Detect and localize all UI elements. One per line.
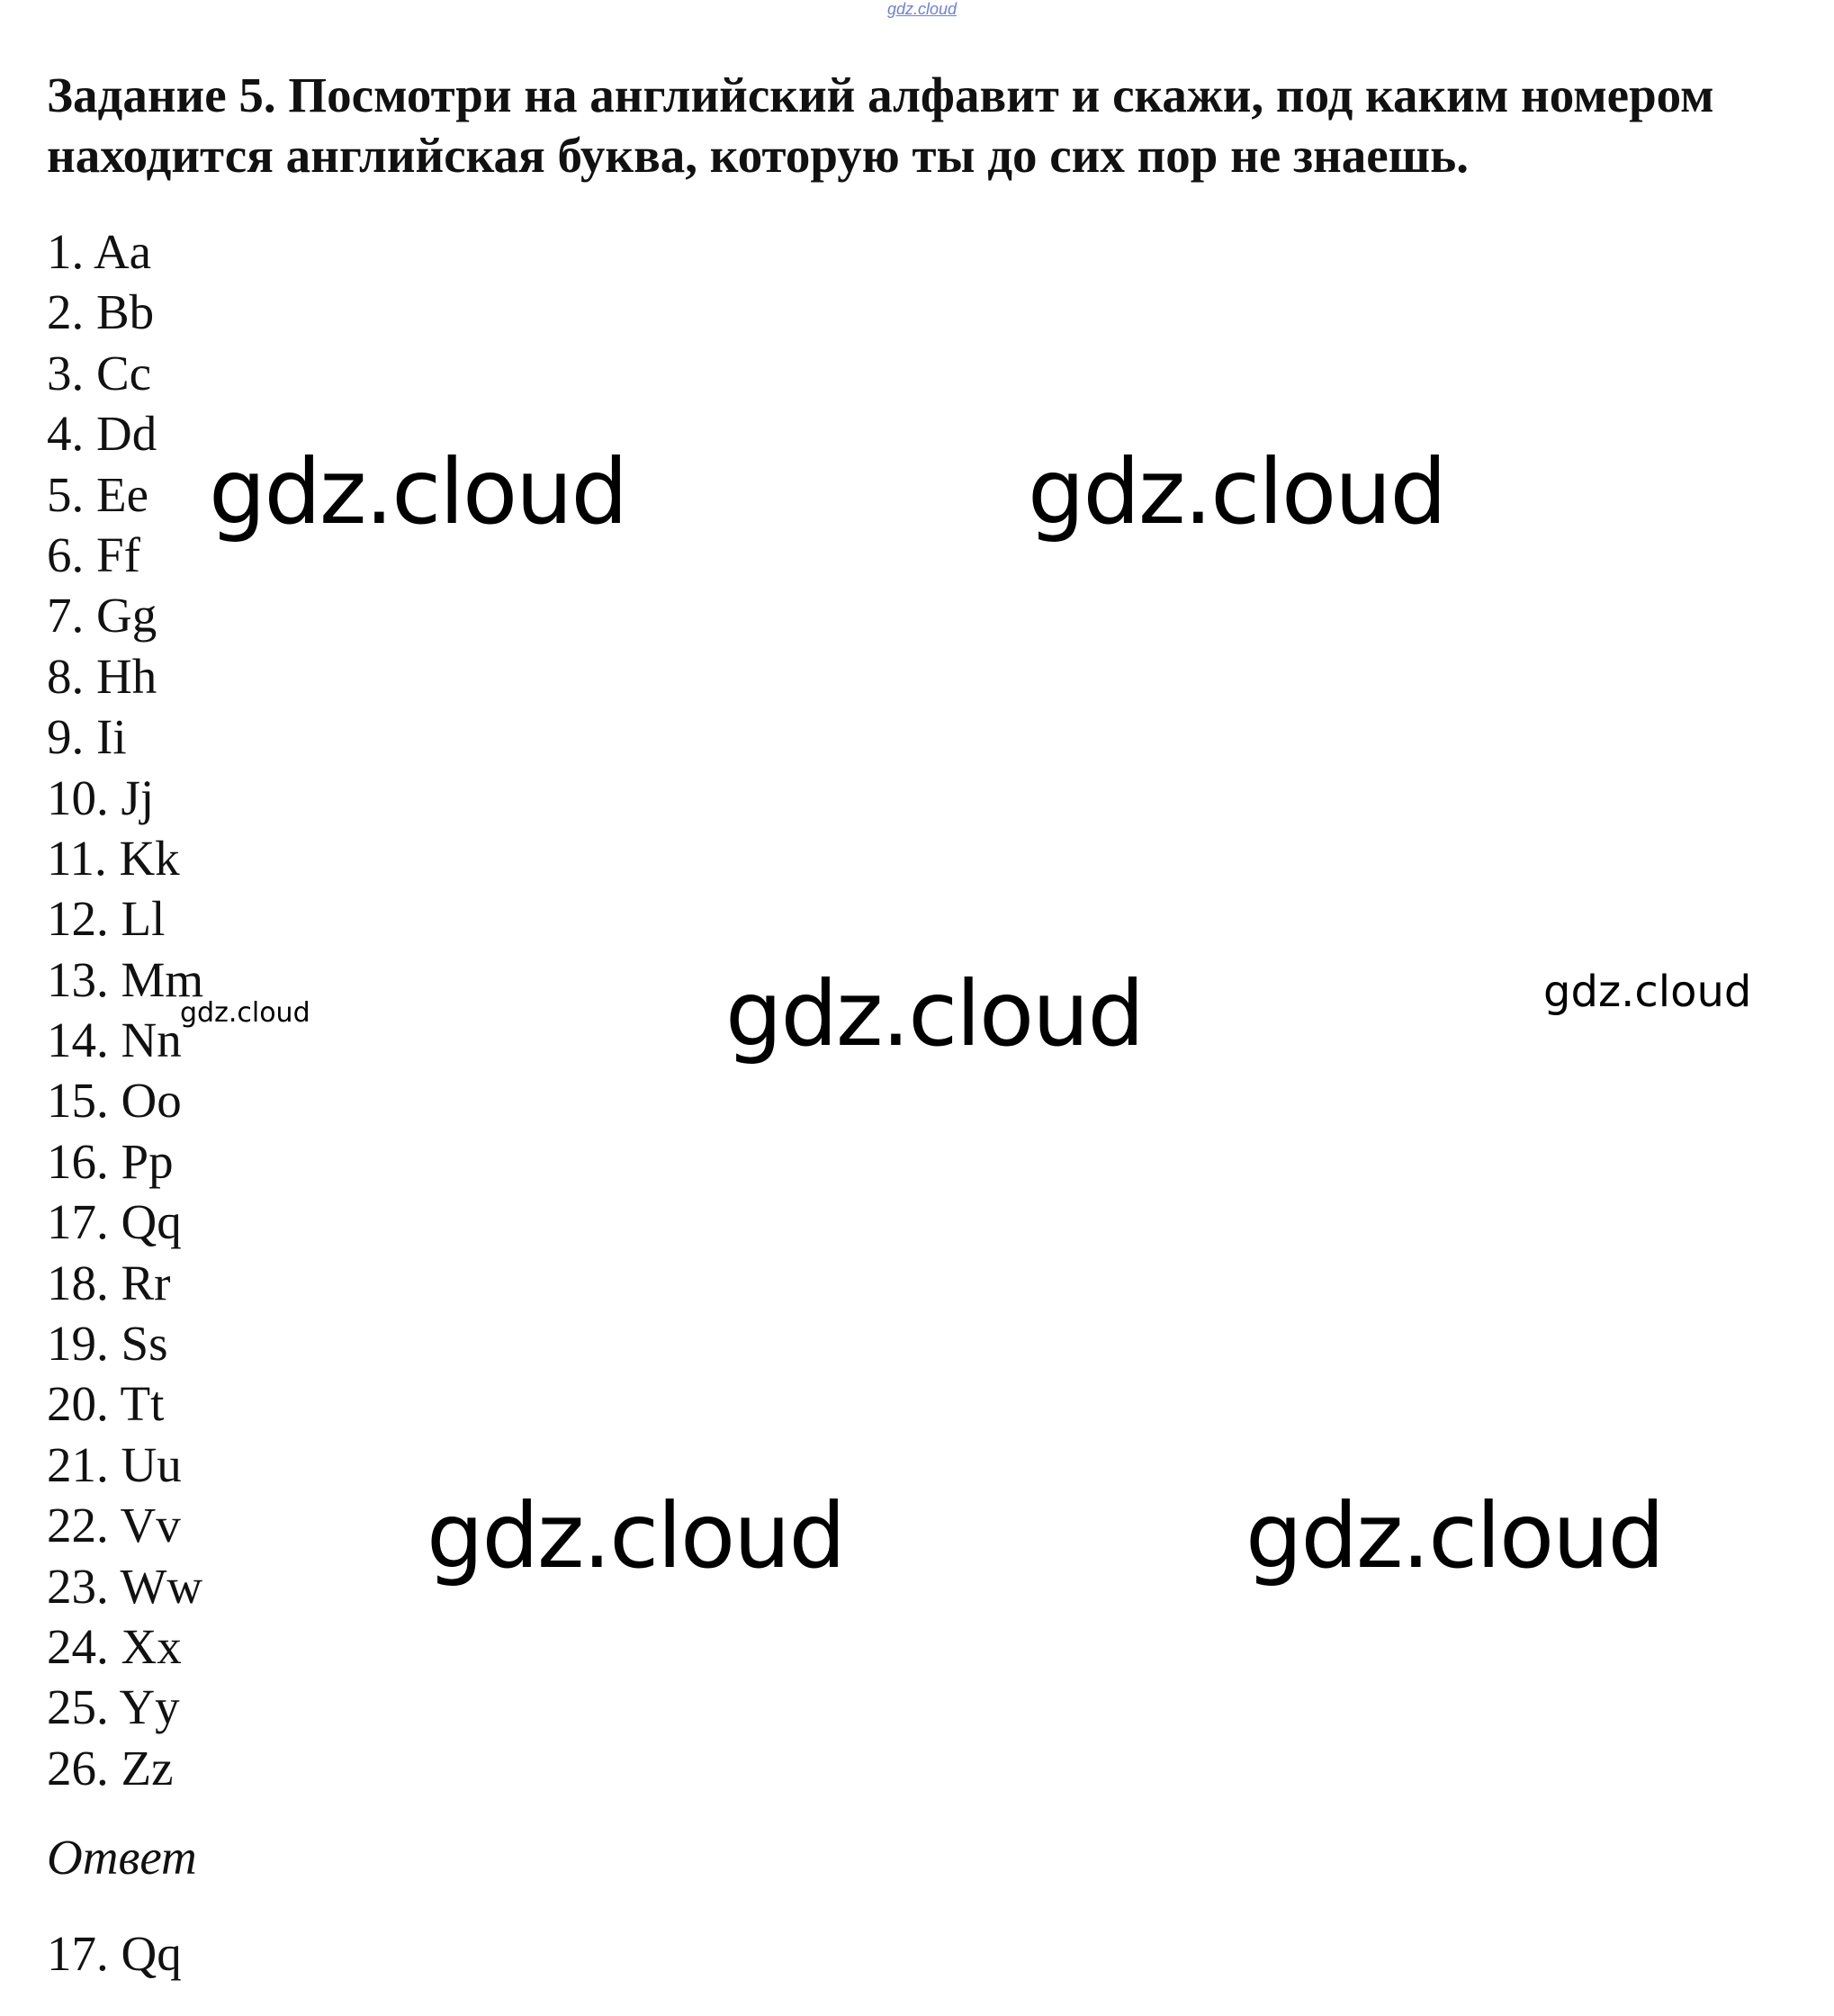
answer-value: 17. Qq — [47, 1926, 182, 1981]
alphabet-item: 22. Vv — [47, 1498, 181, 1553]
alphabet-item: 12. Ll — [47, 891, 166, 947]
task-heading: Задание 5. Посмотри на английский алфавит и скажи, под каким номером находится английская буква, которую ты до сих пор не знаешь. — [47, 68, 1714, 183]
alphabet-item: 23. Ww — [47, 1558, 203, 1614]
alphabet-item: 5. Ee — [47, 466, 149, 522]
answer-label: Ответ — [47, 1830, 197, 1885]
alphabet-item: 19. Ss — [47, 1316, 168, 1372]
watermark: gdz.cloud — [725, 961, 1144, 1066]
alphabet-item: 18. Rr — [47, 1255, 171, 1310]
alphabet-item: 3. Cc — [47, 345, 152, 400]
watermark: gdz.cloud — [209, 439, 627, 544]
alphabet-item: 17. Qq — [47, 1194, 182, 1250]
alphabet-item: 8. Hh — [47, 648, 157, 704]
alphabet-item: 11. Kk — [47, 830, 180, 886]
alphabet-item: 15. Oo — [47, 1073, 182, 1129]
alphabet-item: 7. Gg — [47, 588, 157, 644]
watermark: gdz.cloud — [427, 1483, 845, 1588]
watermark: gdz.cloud — [1245, 1483, 1664, 1588]
watermark: gdz.cloud — [180, 997, 310, 1029]
alphabet-item: 25. Yy — [47, 1679, 180, 1735]
watermark: gdz.cloud — [1543, 967, 1752, 1017]
alphabet-item: 4. Dd — [47, 406, 157, 462]
alphabet-item: 26. Zz — [47, 1740, 174, 1796]
alphabet-item: 24. Xx — [47, 1618, 182, 1674]
alphabet-item: 10. Jj — [47, 770, 155, 825]
alphabet-item: 13. Mm — [47, 951, 204, 1007]
alphabet-item: 9. Ii — [47, 709, 127, 765]
alphabet-item: 20. Tt — [47, 1376, 165, 1432]
alphabet-item: 21. Uu — [47, 1436, 182, 1492]
alphabet-item: 6. Ff — [47, 526, 140, 582]
alphabet-item: 16. Pp — [47, 1133, 174, 1189]
alphabet-item: 2. Bb — [47, 284, 155, 340]
alphabet-item: 1. Aa — [47, 224, 152, 279]
source-mark: gdz.cloud — [887, 0, 957, 18]
alphabet-item: 14. Nn — [47, 1012, 182, 1068]
watermark: gdz.cloud — [1028, 439, 1446, 544]
